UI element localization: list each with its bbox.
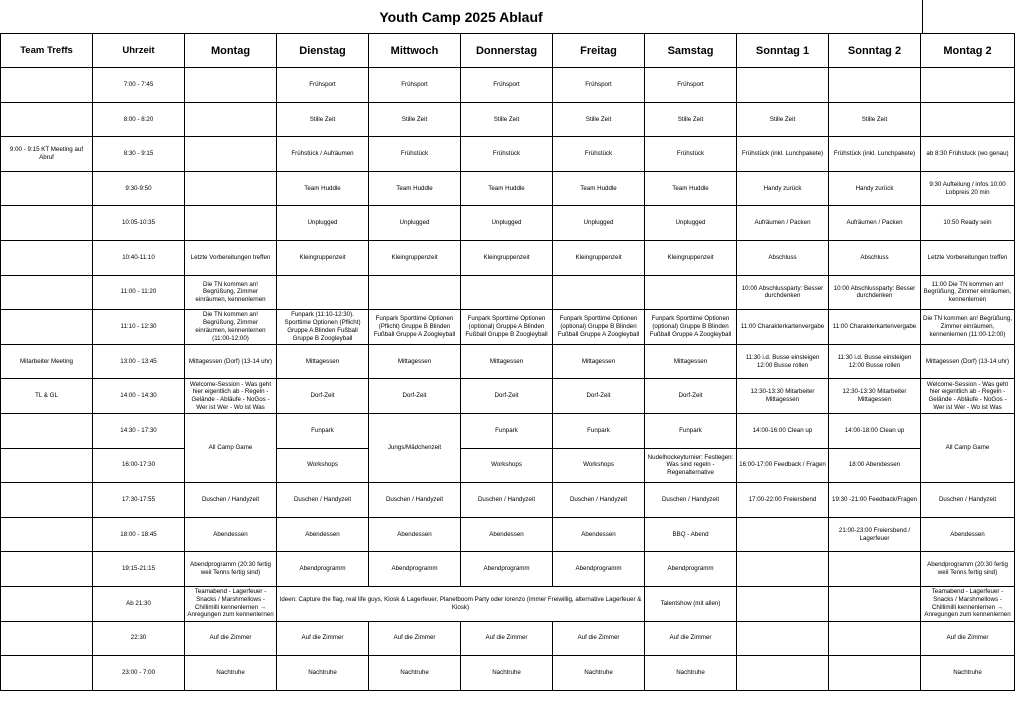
time-cell: 11:10 - 12:30 xyxy=(93,310,185,345)
cell: Welcome-Session - Was geht hier eigentlich ab - Regeln - Gelände - Abläufe - NoGos - Wer ist Wer - Wo ist Was xyxy=(921,379,1015,414)
cell: Auf die Zimmer xyxy=(645,621,737,656)
header-sonntag-1: Sonntag 1 xyxy=(737,34,829,68)
header-donnerstag: Donnerstag xyxy=(461,34,553,68)
table-row xyxy=(1,448,1015,483)
table-row xyxy=(1,310,1015,345)
cell: 11:00 Charakterkartenvergabe xyxy=(737,310,829,345)
cell: 10:50 Ready sein xyxy=(921,206,1015,241)
time-cell: 17:30-17:55 xyxy=(93,483,185,518)
cell: Welcome-Session - Was geht hier eigentlich ab - Regeln - Gelände - Abläufe - NoGos - Wer ist Wer - Wo ist Was xyxy=(185,379,277,414)
cell: Unplugged xyxy=(461,206,553,241)
cell xyxy=(829,621,921,656)
cell: Duschen / Handyzeit xyxy=(553,483,645,518)
cell: Frühstück xyxy=(461,137,553,172)
team-cell: 9:00 - 9:15 KT Meeting auf Abruf xyxy=(1,137,93,172)
cell: Unplugged xyxy=(645,206,737,241)
cell xyxy=(1,483,93,518)
table-row xyxy=(1,240,1015,275)
cell xyxy=(1,656,93,691)
cell: Mittagessen (Dorf) (13-14 uhr) xyxy=(921,344,1015,379)
cell: Auf die Zimmer xyxy=(921,621,1015,656)
cell: Stille Zeit xyxy=(553,102,645,137)
time-cell: 14:30 - 17:30 xyxy=(93,413,185,448)
cell: Stille Zeit xyxy=(645,102,737,137)
cell: Nachtruhe xyxy=(553,656,645,691)
table-row xyxy=(1,517,1015,552)
cell xyxy=(1,240,93,275)
cell xyxy=(1,102,93,137)
cell: Workshops xyxy=(461,448,553,483)
time-cell: 8:30 - 9:15 xyxy=(93,137,185,172)
cell: Auf die Zimmer xyxy=(277,621,369,656)
cell xyxy=(185,68,277,103)
cell xyxy=(921,102,1015,137)
cell: Die TN kommen an! Begrüßung, Zimmer einräumen, kennenlernen xyxy=(185,275,277,310)
time-cell: 18:00 - 18:45 xyxy=(93,517,185,552)
cell xyxy=(185,171,277,206)
cell: Abendessen xyxy=(369,517,461,552)
time-cell: 16:00-17:30 xyxy=(93,448,185,483)
cell: Mittagessen xyxy=(277,344,369,379)
cell: Aufräumen / Packen xyxy=(829,206,921,241)
header-dienstag: Dienstag xyxy=(277,34,369,68)
cell: Team Huddle xyxy=(461,171,553,206)
header-team-treffs: Team Treffs xyxy=(1,34,93,68)
cell: Funpark xyxy=(645,413,737,448)
cell xyxy=(737,621,829,656)
cell: Abendessen xyxy=(553,517,645,552)
cell: Funpark Sporttime Optionen (optional) Gruppe A Blinden Fußball Gruppe B Zoogleyball xyxy=(461,310,553,345)
cell: Abendprogramm xyxy=(553,552,645,587)
cell: 12:30-13:30 Mitarbeiter Mittagessen xyxy=(829,379,921,414)
cell: 14:00-16:00 Clean up xyxy=(737,413,829,448)
table-row xyxy=(1,275,1015,310)
cell: 10:00 Abschlussparty: Besser durchdenken xyxy=(829,275,921,310)
cell xyxy=(829,552,921,587)
cell: Frühstück (inkl. Lunchpakete) xyxy=(829,137,921,172)
cell: Funpark xyxy=(461,413,553,448)
cell: Dorf-Zeit xyxy=(369,379,461,414)
cell xyxy=(737,517,829,552)
cell: Frühsport xyxy=(369,68,461,103)
cell: Duschen / Handyzeit xyxy=(185,483,277,518)
cell: Mittagessen (Dorf) (13-14 uhr) xyxy=(185,344,277,379)
cell: Abendessen xyxy=(921,517,1015,552)
cell: Nachtruhe xyxy=(369,656,461,691)
table-row xyxy=(1,656,1015,691)
header-freitag: Freitag xyxy=(553,34,645,68)
cell xyxy=(737,656,829,691)
cell xyxy=(1,586,93,621)
table-row xyxy=(1,552,1015,587)
cell xyxy=(737,68,829,103)
cell: Duschen / Handyzeit xyxy=(461,483,553,518)
cell: Dorf-Zeit xyxy=(461,379,553,414)
cell: Jungs/Mädchenzeit xyxy=(369,413,461,482)
cell: Auf die Zimmer xyxy=(369,621,461,656)
time-cell: 13:00 - 13:45 xyxy=(93,344,185,379)
cell xyxy=(369,275,461,310)
cell: Abendprogramm (20:30 fertig weil Tenns fertig sind) xyxy=(921,552,1015,587)
cell: Auf die Zimmer xyxy=(461,621,553,656)
time-cell: Ab 21:30 xyxy=(93,586,185,621)
header-samstag: Samstag xyxy=(645,34,737,68)
time-cell: 14:00 - 14:30 xyxy=(93,379,185,414)
cell: Team Huddle xyxy=(277,171,369,206)
cell: Kleingruppenzeit xyxy=(461,240,553,275)
cell: Abendprogramm xyxy=(277,552,369,587)
cell: Team Huddle xyxy=(369,171,461,206)
cell: 11:30 i.d. Busse einsteigen 12:00 Busse rollen xyxy=(829,344,921,379)
cell: Handy zurück xyxy=(737,171,829,206)
cell xyxy=(645,275,737,310)
table-row xyxy=(1,483,1015,518)
cell: Frühstück xyxy=(369,137,461,172)
table-row xyxy=(1,68,1015,103)
cell: Abendessen xyxy=(185,517,277,552)
cell: Mittagessen xyxy=(369,344,461,379)
table-row xyxy=(1,137,1015,172)
cell: Unplugged xyxy=(369,206,461,241)
cell: BBQ - Abend xyxy=(645,517,737,552)
cell: Letzte Vorbereitungen treffen xyxy=(921,240,1015,275)
cell: Talentshow (mit allen) xyxy=(645,586,737,621)
cell: Nudelhockeyturnier: Festlegen: Was sind regeln - Regenalternative xyxy=(645,448,737,483)
table-row xyxy=(1,621,1015,656)
cell xyxy=(1,621,93,656)
cell xyxy=(1,517,93,552)
cell: Frühstück xyxy=(645,137,737,172)
schedule-table xyxy=(0,33,1015,691)
team-cell: Mitarbeiter Meeting xyxy=(1,344,93,379)
page-title: Youth Camp 2025 Ablauf xyxy=(379,9,543,25)
cell: Abendprogramm (20:30 fertig weil Tenns fertig sind) xyxy=(185,552,277,587)
cell: Nachtruhe xyxy=(645,656,737,691)
cell: Frühsport xyxy=(553,68,645,103)
cell xyxy=(1,171,93,206)
cell: Die TN kommen an! Begrüßung, Zimmer einräumen, kennenlernen (11:00-12:00) xyxy=(185,310,277,345)
cell: Duschen / Handyzeit xyxy=(369,483,461,518)
cell: Workshops xyxy=(553,448,645,483)
cell: Stille Zeit xyxy=(277,102,369,137)
cell: Teamabend - Lagerfeuer - Snacks / Marshmellows - Chillimilli kennenlernen → Anregungen zum kennenlernen xyxy=(921,586,1015,621)
cell: Dorf-Zeit xyxy=(645,379,737,414)
time-cell: 10:05-10:35 xyxy=(93,206,185,241)
cell xyxy=(1,310,93,345)
cell: Aufräumen / Packen xyxy=(737,206,829,241)
table-row xyxy=(1,102,1015,137)
cell xyxy=(829,68,921,103)
cell: Mittagessen xyxy=(645,344,737,379)
cell: Nachtruhe xyxy=(921,656,1015,691)
cell xyxy=(461,275,553,310)
cell: Kleingruppenzeit xyxy=(553,240,645,275)
cell: Frühstück xyxy=(553,137,645,172)
cell: Stille Zeit xyxy=(737,102,829,137)
cell: Nachtruhe xyxy=(185,656,277,691)
cell: Funpark (11:10-12:30). Sporttime Optionen (Pflicht) Gruppe A Blinden Fußball Gruppe B Zoogleyball xyxy=(277,310,369,345)
cell xyxy=(277,275,369,310)
cell: Mittagessen xyxy=(461,344,553,379)
cell: Abendprogramm xyxy=(461,552,553,587)
time-cell: 23:00 - 7:00 xyxy=(93,656,185,691)
table-row xyxy=(1,206,1015,241)
cell: Duschen / Handyzeit xyxy=(921,483,1015,518)
cell: Frühsport xyxy=(645,68,737,103)
cell: Frühsport xyxy=(461,68,553,103)
cell: Abschluss xyxy=(829,240,921,275)
cell: ab 8:30 Frühstuck (wo genau) xyxy=(921,137,1015,172)
cell: Nachtruhe xyxy=(277,656,369,691)
cell: Stille Zeit xyxy=(369,102,461,137)
time-cell: 22:30 xyxy=(93,621,185,656)
header-montag: Montag xyxy=(185,34,277,68)
cell: Teamabend - Lagerfeuer - Snacks / Marshmellows - Chillimilli kennenlernen → Anregungen zum kennenlernen xyxy=(185,586,277,621)
cell: Funpark xyxy=(553,413,645,448)
cell xyxy=(185,137,277,172)
time-cell: 10:40-11:10 xyxy=(93,240,185,275)
cell: All Camp Game xyxy=(921,413,1015,482)
cell: 10:00 Abschlussparty: Besser durchdenken xyxy=(737,275,829,310)
cell: Duschen / Handyzeit xyxy=(645,483,737,518)
cell xyxy=(829,586,921,621)
cell: 16:00-17:00 Feedback / Fragen xyxy=(737,448,829,483)
cell: Funpark xyxy=(277,413,369,448)
cell xyxy=(829,656,921,691)
cell: Nachtruhe xyxy=(461,656,553,691)
cell xyxy=(1,68,93,103)
cell: Frühsport xyxy=(277,68,369,103)
header-mittwoch: Mittwoch xyxy=(369,34,461,68)
cell: Frühstück / Aufräumen xyxy=(277,137,369,172)
cell: Dorf-Zeit xyxy=(277,379,369,414)
cell xyxy=(553,275,645,310)
cell: Auf die Zimmer xyxy=(185,621,277,656)
cell: Funpark Sporttime Optionen (Pflicht) Gruppe B Blinden Fußball Gruppe A Zoogleyball xyxy=(369,310,461,345)
cell xyxy=(1,206,93,241)
cell: Abschluss xyxy=(737,240,829,275)
header-uhrzeit: Uhrzeit xyxy=(93,34,185,68)
header-row xyxy=(1,34,1015,68)
cell: Abendessen xyxy=(461,517,553,552)
time-cell: 11:00 - 11:20 xyxy=(93,275,185,310)
team-cell: TL & GL xyxy=(1,379,93,414)
cell: Kleingruppenzeit xyxy=(277,240,369,275)
cell xyxy=(737,586,829,621)
cell: Die TN kommen an! Begrüßung, Zimmer einräumen, kennenlernen (11:00-12:00) xyxy=(921,310,1015,345)
cell: Dorf-Zeit xyxy=(553,379,645,414)
cell xyxy=(1,552,93,587)
cell: 9:30 Aufteilung / infos 10:00 Lobpreis 20 min xyxy=(921,171,1015,206)
time-cell: 19:15-21:15 xyxy=(93,552,185,587)
cell: Funpark Sporttime Optionen (optional) Gruppe B Blinden Fußball Gruppe A Zoogleyball xyxy=(645,310,737,345)
cell: 14:00-18:00 Clean up xyxy=(829,413,921,448)
cell: Mittagessen xyxy=(553,344,645,379)
cell: Abendprogramm xyxy=(645,552,737,587)
cell: Workshops xyxy=(277,448,369,483)
cell: Stille Zeit xyxy=(829,102,921,137)
cell: Frühstück (inkl. Lunchpakete) xyxy=(737,137,829,172)
table-row xyxy=(1,171,1015,206)
cell: 12:30-13:30 Mitarbeiter Mittagessen xyxy=(737,379,829,414)
header-sonntag-2: Sonntag 2 xyxy=(829,34,921,68)
cell xyxy=(921,68,1015,103)
table-row xyxy=(1,344,1015,379)
cell: 11:00 Die TN kommen an! Begrüßung, Zimmer einräumen, kennenlernen xyxy=(921,275,1015,310)
time-cell: 8:00 - 8:20 xyxy=(93,102,185,137)
cell: Kleingruppenzeit xyxy=(369,240,461,275)
cell: Abendessen xyxy=(277,517,369,552)
cell: Team Huddle xyxy=(553,171,645,206)
cell: Unplugged xyxy=(277,206,369,241)
table-row xyxy=(1,379,1015,414)
cell: Abendprogramm xyxy=(369,552,461,587)
cell: Team Huddle xyxy=(645,171,737,206)
divider xyxy=(922,0,923,34)
time-cell: 7:00 - 7:45 xyxy=(93,68,185,103)
cell: Funpark Sporttime Optionen (optional) Gruppe B Blinden Fußball Gruppe A Zoogleyball xyxy=(553,310,645,345)
cell: 11:00 Charakterkartenvergabe xyxy=(829,310,921,345)
time-cell: 9:30-9:50 xyxy=(93,171,185,206)
table-row xyxy=(1,413,1015,448)
cell: 11:30 i.d. Busse einsteigen 12:00 Busse rollen xyxy=(737,344,829,379)
cell: Kleingruppenzeit xyxy=(645,240,737,275)
cell xyxy=(1,413,93,448)
cell: 21:00-23:00 Freiersbend / Lagerfeuer xyxy=(829,517,921,552)
cell: 17:00-22:00 Freiersbend xyxy=(737,483,829,518)
cell: All Camp Game xyxy=(185,413,277,482)
cell: 18:00 Abendessen xyxy=(829,448,921,483)
cell: Duschen / Handyzeit xyxy=(277,483,369,518)
table-row xyxy=(1,586,1015,621)
cell xyxy=(1,448,93,483)
cell: Ideen: Capture the flag, real life guys, Kiosk & Lagerfeuer, Planetboom Party oder lorenzo (immer Freiwillig, alternative Lagerfeuer & Kiosk) xyxy=(277,586,645,621)
cell: 19:30 -21:00 Feedback/Fragen xyxy=(829,483,921,518)
cell xyxy=(1,275,93,310)
cell xyxy=(185,206,277,241)
cell: Auf die Zimmer xyxy=(553,621,645,656)
cell xyxy=(737,552,829,587)
cell xyxy=(185,102,277,137)
cell: Letzte Vorbereitungen treffen xyxy=(185,240,277,275)
cell: Stille Zeit xyxy=(461,102,553,137)
cell: Handy zurück xyxy=(829,171,921,206)
header-montag-2: Montag 2 xyxy=(921,34,1015,68)
cell: Unplugged xyxy=(553,206,645,241)
